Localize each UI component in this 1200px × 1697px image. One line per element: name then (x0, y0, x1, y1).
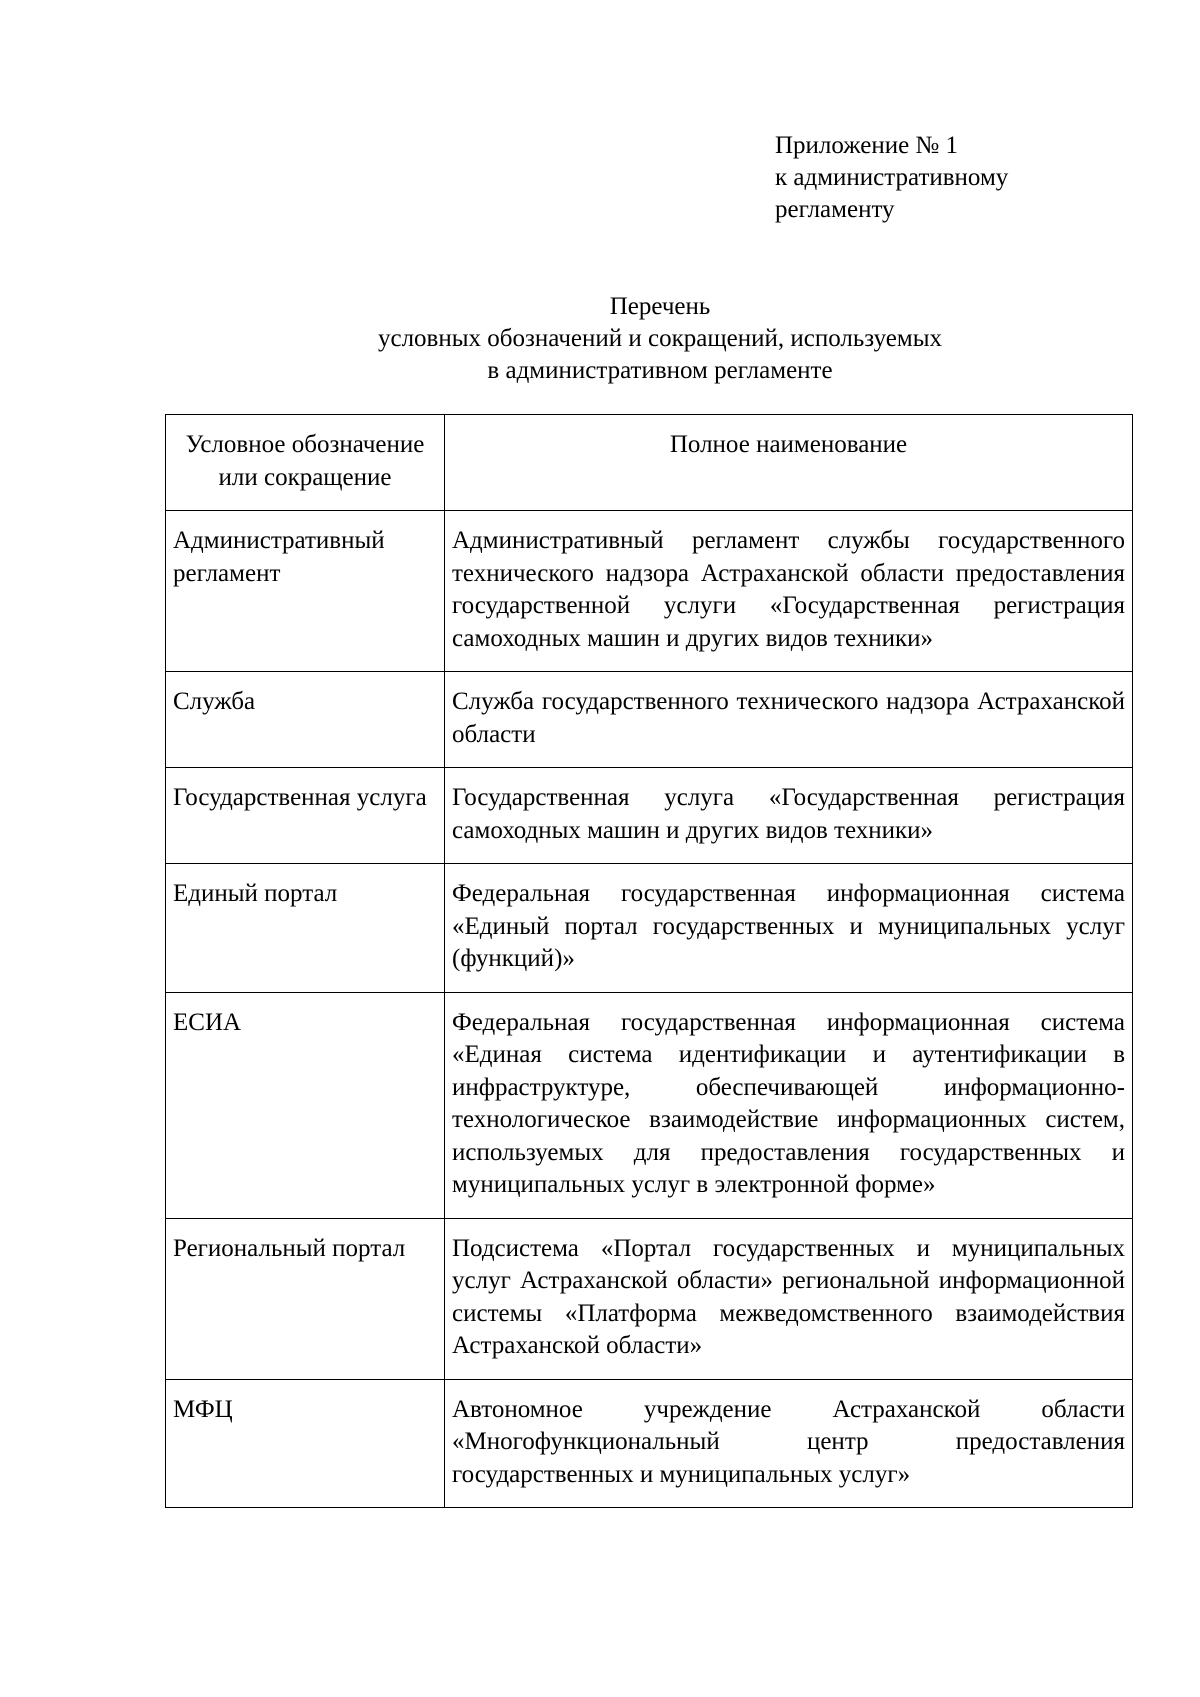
table-row (166, 511, 1133, 672)
header-full-name: Полное наименование (445, 415, 1133, 511)
document-title (0, 291, 1200, 387)
appendix-header (775, 130, 1008, 226)
term-cell: МФЦ (166, 1379, 445, 1508)
full-name-cell: Подсистема «Портал государственных и муниципальных услуг Астраханской области» региональной информационной системы «Платформа межведомственного взаимодействия Астраханской области» (445, 1218, 1133, 1379)
full-name-cell: Административный регламент службы государственного технического надзора Астраханской области предоставления государственной услуги «Государственная регистрация самоходных машин и других видов техники» (445, 511, 1133, 672)
title-line-3: в административном регламенте (487, 357, 833, 384)
table-row (166, 1218, 1133, 1379)
term-cell: ЕСИА (166, 992, 445, 1218)
table-row (166, 672, 1133, 768)
full-name-cell: Государственная услуга «Государственная регистрация самоходных машин и других видов техники» (445, 768, 1133, 864)
term-cell: Служба (166, 672, 445, 768)
table-header-row (166, 415, 1133, 511)
appendix-number: Приложение № 1 (775, 132, 959, 159)
table-row (166, 864, 1133, 993)
title-line-1: Перечень (609, 293, 711, 320)
term-cell: Единый портал (166, 864, 445, 993)
full-name-cell: Федеральная государственная информационная система «Единый портал государственных и муниципальных услуг (функций)» (445, 864, 1133, 993)
term-cell: Административный регламент (166, 511, 445, 672)
appendix-reference: к административному (775, 164, 1009, 191)
full-name-cell: Служба государственного технического надзора Астраханской области (445, 672, 1133, 768)
title-line-2: условных обозначений и сокращений, используемых (377, 325, 942, 352)
full-name-cell: Федеральная государственная информационная система «Единая система идентификации и аутентификации в инфраструктуре, обеспечивающей информационно-технологическое взаимодействие информационных систем, используемых для предоставления государственных и муниципальных услуг в электронной форме» (445, 992, 1133, 1218)
appendix-reference-cont: регламенту (775, 196, 895, 223)
table-row (166, 992, 1133, 1218)
term-cell: Региональный портал (166, 1218, 445, 1379)
full-name-cell: Автономное учреждение Астраханской области «Многофункциональный центр предоставления государственных и муниципальных услуг» (445, 1379, 1133, 1508)
header-term: Условное обозначение или сокращение (166, 415, 445, 511)
term-cell: Государственная услуга (166, 768, 445, 864)
abbreviations-table (165, 414, 1133, 1508)
table-row (166, 1379, 1133, 1508)
table-row (166, 768, 1133, 864)
